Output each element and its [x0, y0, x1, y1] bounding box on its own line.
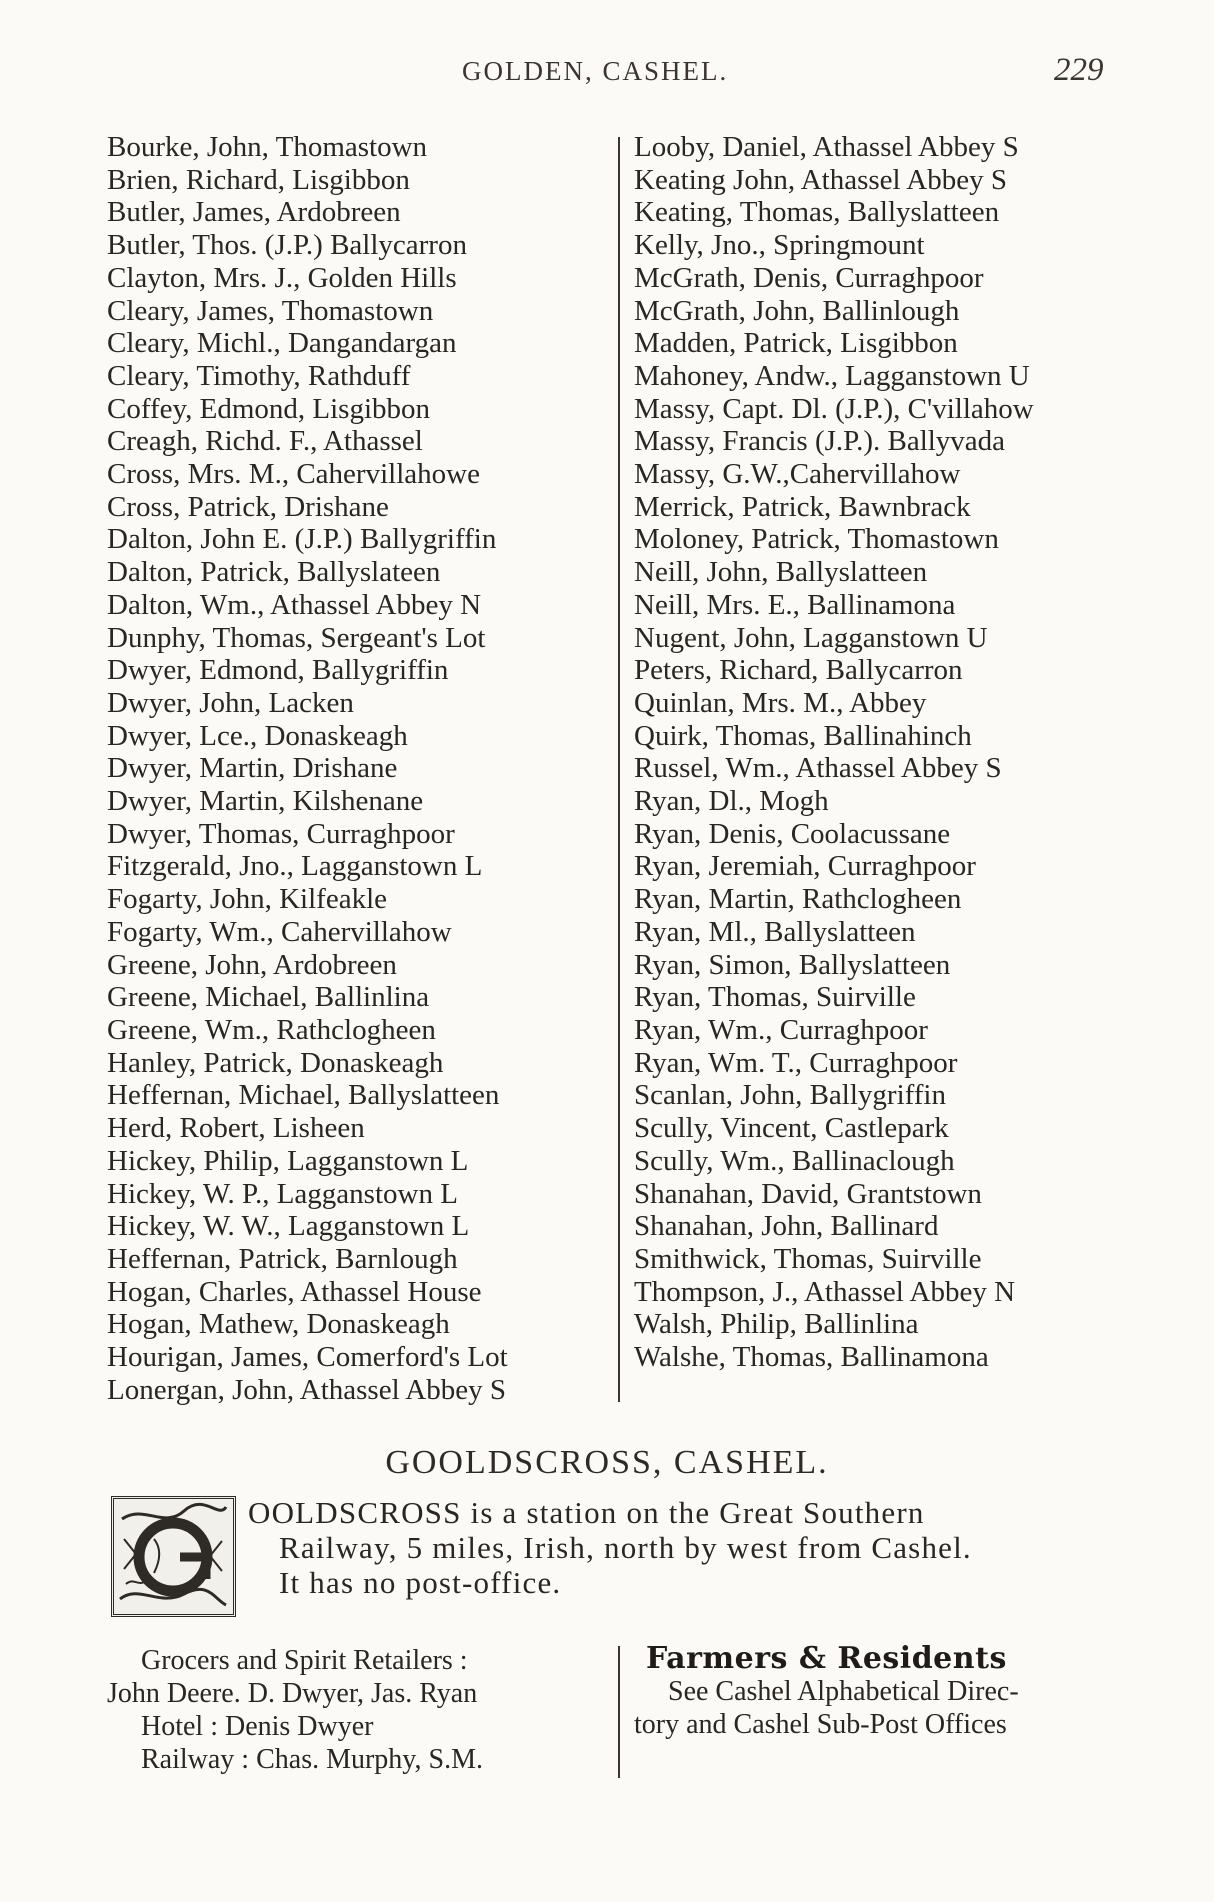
directory-entry: Shanahan, John, Ballinard — [634, 1210, 939, 1243]
directory-entry: Ryan, Thomas, Suirville — [634, 981, 916, 1014]
intro-line: Railway, 5 miles, Irish, north by west from Cashel. — [279, 1530, 972, 1565]
directory-entry: Bourke, John, Thomastown — [107, 131, 428, 163]
directory-entry: Dalton, Wm., Athassel Abbey N — [107, 588, 482, 621]
directory-entry: Ryan, Ml., Ballyslatteen — [634, 915, 916, 948]
directory-entry: Cross, Mrs. M., Cahervillahowe — [107, 458, 480, 491]
grocers-label: Grocers and Spirit Retailers : — [141, 1645, 468, 1676]
directory-entry: Walsh, Philip, Ballinlina — [634, 1308, 919, 1341]
directory-entry: Dalton, John E. (J.P.) Ballygriffin — [107, 523, 497, 556]
directory-entry: Dwyer, John, Lacken — [107, 686, 354, 719]
directory-entry: Massy, G.W.,Cahervillahow — [634, 458, 961, 491]
directory-entry: Greene, John, Ardobreen — [107, 948, 397, 981]
railway-entry: Railway : Chas. Murphy, S.M. — [141, 1744, 483, 1775]
directory-entry: Massy, Francis (J.P.). Ballyvada — [634, 425, 1006, 458]
directory-entry: Dunphy, Thomas, Sergeant's Lot — [107, 621, 486, 654]
directory-entry: Massy, Capt. Dl. (J.P.), C'villahow — [634, 392, 1034, 425]
ornamental-letter-icon — [114, 1499, 233, 1614]
directory-entry: Kelly, Jno., Springmount — [634, 229, 925, 262]
trades-list — [107, 1644, 607, 1776]
directory-entry: Greene, Wm., Rathclogheen — [107, 1013, 436, 1046]
directory-entry: Greene, Michael, Ballinlina — [107, 981, 430, 1014]
directory-entry: Hogan, Charles, Athassel House — [107, 1275, 482, 1308]
farmers-note-line: See Cashel Alphabetical Direc- — [668, 1676, 1019, 1707]
directory-entry: Ryan, Wm., Curraghpoor — [634, 1013, 928, 1046]
directory-entry: Herd, Robert, Lisheen — [107, 1112, 365, 1145]
directory-entry: Cleary, James, Thomastown — [107, 294, 434, 327]
intro-line: OOLDSCROSS is a station on the Great Southern — [248, 1495, 925, 1530]
directory-entry: Smithwick, Thomas, Suirville — [634, 1242, 982, 1275]
directory-entry: Scully, Vincent, Castlepark — [634, 1112, 949, 1145]
column-divider — [618, 137, 620, 1402]
left-directory-column — [107, 131, 607, 1406]
directory-entry: Hanley, Patrick, Donaskeagh — [107, 1046, 444, 1079]
directory-entry: Thompson, J., Athassel Abbey N — [634, 1275, 1016, 1308]
right-directory-column — [634, 131, 1114, 1374]
directory-entry: Hickey, W. P., Lagganstown L — [107, 1177, 458, 1210]
directory-entry: Keating John, Athassel Abbey S — [634, 163, 1007, 196]
directory-entry: Russel, Wm., Athassel Abbey S — [634, 752, 1002, 785]
directory-entry: Heffernan, Michael, Ballyslatteen — [107, 1079, 500, 1112]
directory-entry: Butler, Thos. (J.P.) Ballycarron — [107, 229, 467, 262]
directory-entry: Scully, Wm., Ballinaclough — [634, 1144, 955, 1177]
directory-entry: Walshe, Thomas, Ballinamona — [634, 1341, 989, 1374]
directory-entry: Dwyer, Martin, Kilshenane — [107, 785, 424, 818]
directory-entry: Coffey, Edmond, Lisgibbon — [107, 392, 431, 425]
directory-entry: Looby, Daniel, Athassel Abbey S — [634, 131, 1019, 163]
running-head: GOLDEN, CASHEL. — [462, 56, 729, 86]
directory-entry: Ryan, Jeremiah, Curraghpoor — [634, 850, 976, 883]
directory-entry: Fitzgerald, Jno., Lagganstown L — [107, 850, 483, 883]
directory-entry: Shanahan, David, Grantstown — [634, 1177, 982, 1210]
directory-entry: Madden, Patrick, Lisgibbon — [634, 327, 958, 360]
directory-entry: Quinlan, Mrs. M., Abbey — [634, 686, 927, 719]
directory-entry: Dwyer, Lce., Donaskeagh — [107, 719, 408, 752]
section-title: GOOLDSCROSS, CASHEL. — [385, 1444, 829, 1481]
directory-entry: Neill, John, Ballyslatteen — [634, 556, 928, 589]
directory-entry: Butler, James, Ardobreen — [107, 196, 401, 229]
directory-entry: Hickey, Philip, Lagganstown L — [107, 1144, 469, 1177]
directory-entry: Dalton, Patrick, Ballyslateen — [107, 556, 441, 589]
page-number: 229 — [1054, 52, 1104, 88]
decorative-initial-g — [111, 1496, 236, 1617]
directory-entry: McGrath, John, Ballinlough — [634, 294, 960, 327]
farmers-note — [634, 1642, 1134, 1741]
directory-entry: Cross, Patrick, Drishane — [107, 490, 389, 523]
directory-entry: Hogan, Mathew, Donaskeagh — [107, 1308, 450, 1341]
directory-entry: Keating, Thomas, Ballyslatteen — [634, 196, 1000, 229]
intro-line: It has no post-office. — [279, 1565, 562, 1600]
directory-entry: Creagh, Richd. F., Athassel — [107, 425, 423, 458]
directory-entry: Heffernan, Patrick, Barnlough — [107, 1242, 458, 1275]
directory-entry: Mahoney, Andw., Lagganstown U — [634, 359, 1030, 392]
hotel-entry: Hotel : Denis Dwyer — [141, 1711, 374, 1742]
farmers-note-line: tory and Cashel Sub-Post Offices — [634, 1709, 1007, 1740]
directory-entry: McGrath, Denis, Curraghpoor — [634, 261, 984, 294]
directory-entry: Dwyer, Thomas, Curraghpoor — [107, 817, 455, 850]
directory-entry: Scanlan, John, Ballygriffin — [634, 1079, 946, 1112]
directory-entry: Dwyer, Edmond, Ballygriffin — [107, 654, 449, 687]
directory-entry: Merrick, Patrick, Bawnbrack — [634, 490, 971, 523]
directory-entry: Cleary, Michl., Dangandargan — [107, 327, 457, 360]
directory-entry: Neill, Mrs. E., Ballinamona — [634, 588, 956, 621]
directory-entry: Ryan, Denis, Coolacussane — [634, 817, 951, 850]
directory-entry: Brien, Richard, Lisgibbon — [107, 163, 410, 196]
directory-entry: Ryan, Martin, Rathclogheen — [634, 883, 962, 916]
directory-entry: Ryan, Simon, Ballyslatteen — [634, 948, 951, 981]
directory-entry: Quirk, Thomas, Ballinahinch — [634, 719, 972, 752]
directory-entry: Nugent, John, Lagganstown U — [634, 621, 988, 654]
directory-entry: Moloney, Patrick, Thomastown — [634, 523, 999, 556]
directory-entry: Dwyer, Martin, Drishane — [107, 752, 398, 785]
directory-entry: Hickey, W. W., Lagganstown L — [107, 1210, 470, 1243]
bottom-column-divider — [618, 1646, 620, 1778]
farmers-heading: Farmers & Residents — [646, 1641, 1007, 1676]
directory-entry: Ryan, Dl., Mogh — [634, 785, 829, 818]
directory-entry: Ryan, Wm. T., Curraghpoor — [634, 1046, 958, 1079]
directory-entry: Fogarty, Wm., Cahervillahow — [107, 915, 452, 948]
directory-entry: Fogarty, John, Kilfeakle — [107, 883, 388, 916]
section-intro — [248, 1495, 1128, 1600]
page-header — [0, 52, 1214, 92]
directory-entry: Clayton, Mrs. J., Golden Hills — [107, 261, 457, 294]
grocers-names: John Deere. D. Dwyer, Jas. Ryan — [107, 1678, 478, 1709]
directory-entry: Hourigan, James, Comerford's Lot — [107, 1341, 508, 1374]
directory-entry: Peters, Richard, Ballycarron — [634, 654, 963, 687]
directory-entry: Cleary, Timothy, Rathduff — [107, 359, 411, 392]
directory-entry: Lonergan, John, Athassel Abbey S — [107, 1373, 506, 1406]
